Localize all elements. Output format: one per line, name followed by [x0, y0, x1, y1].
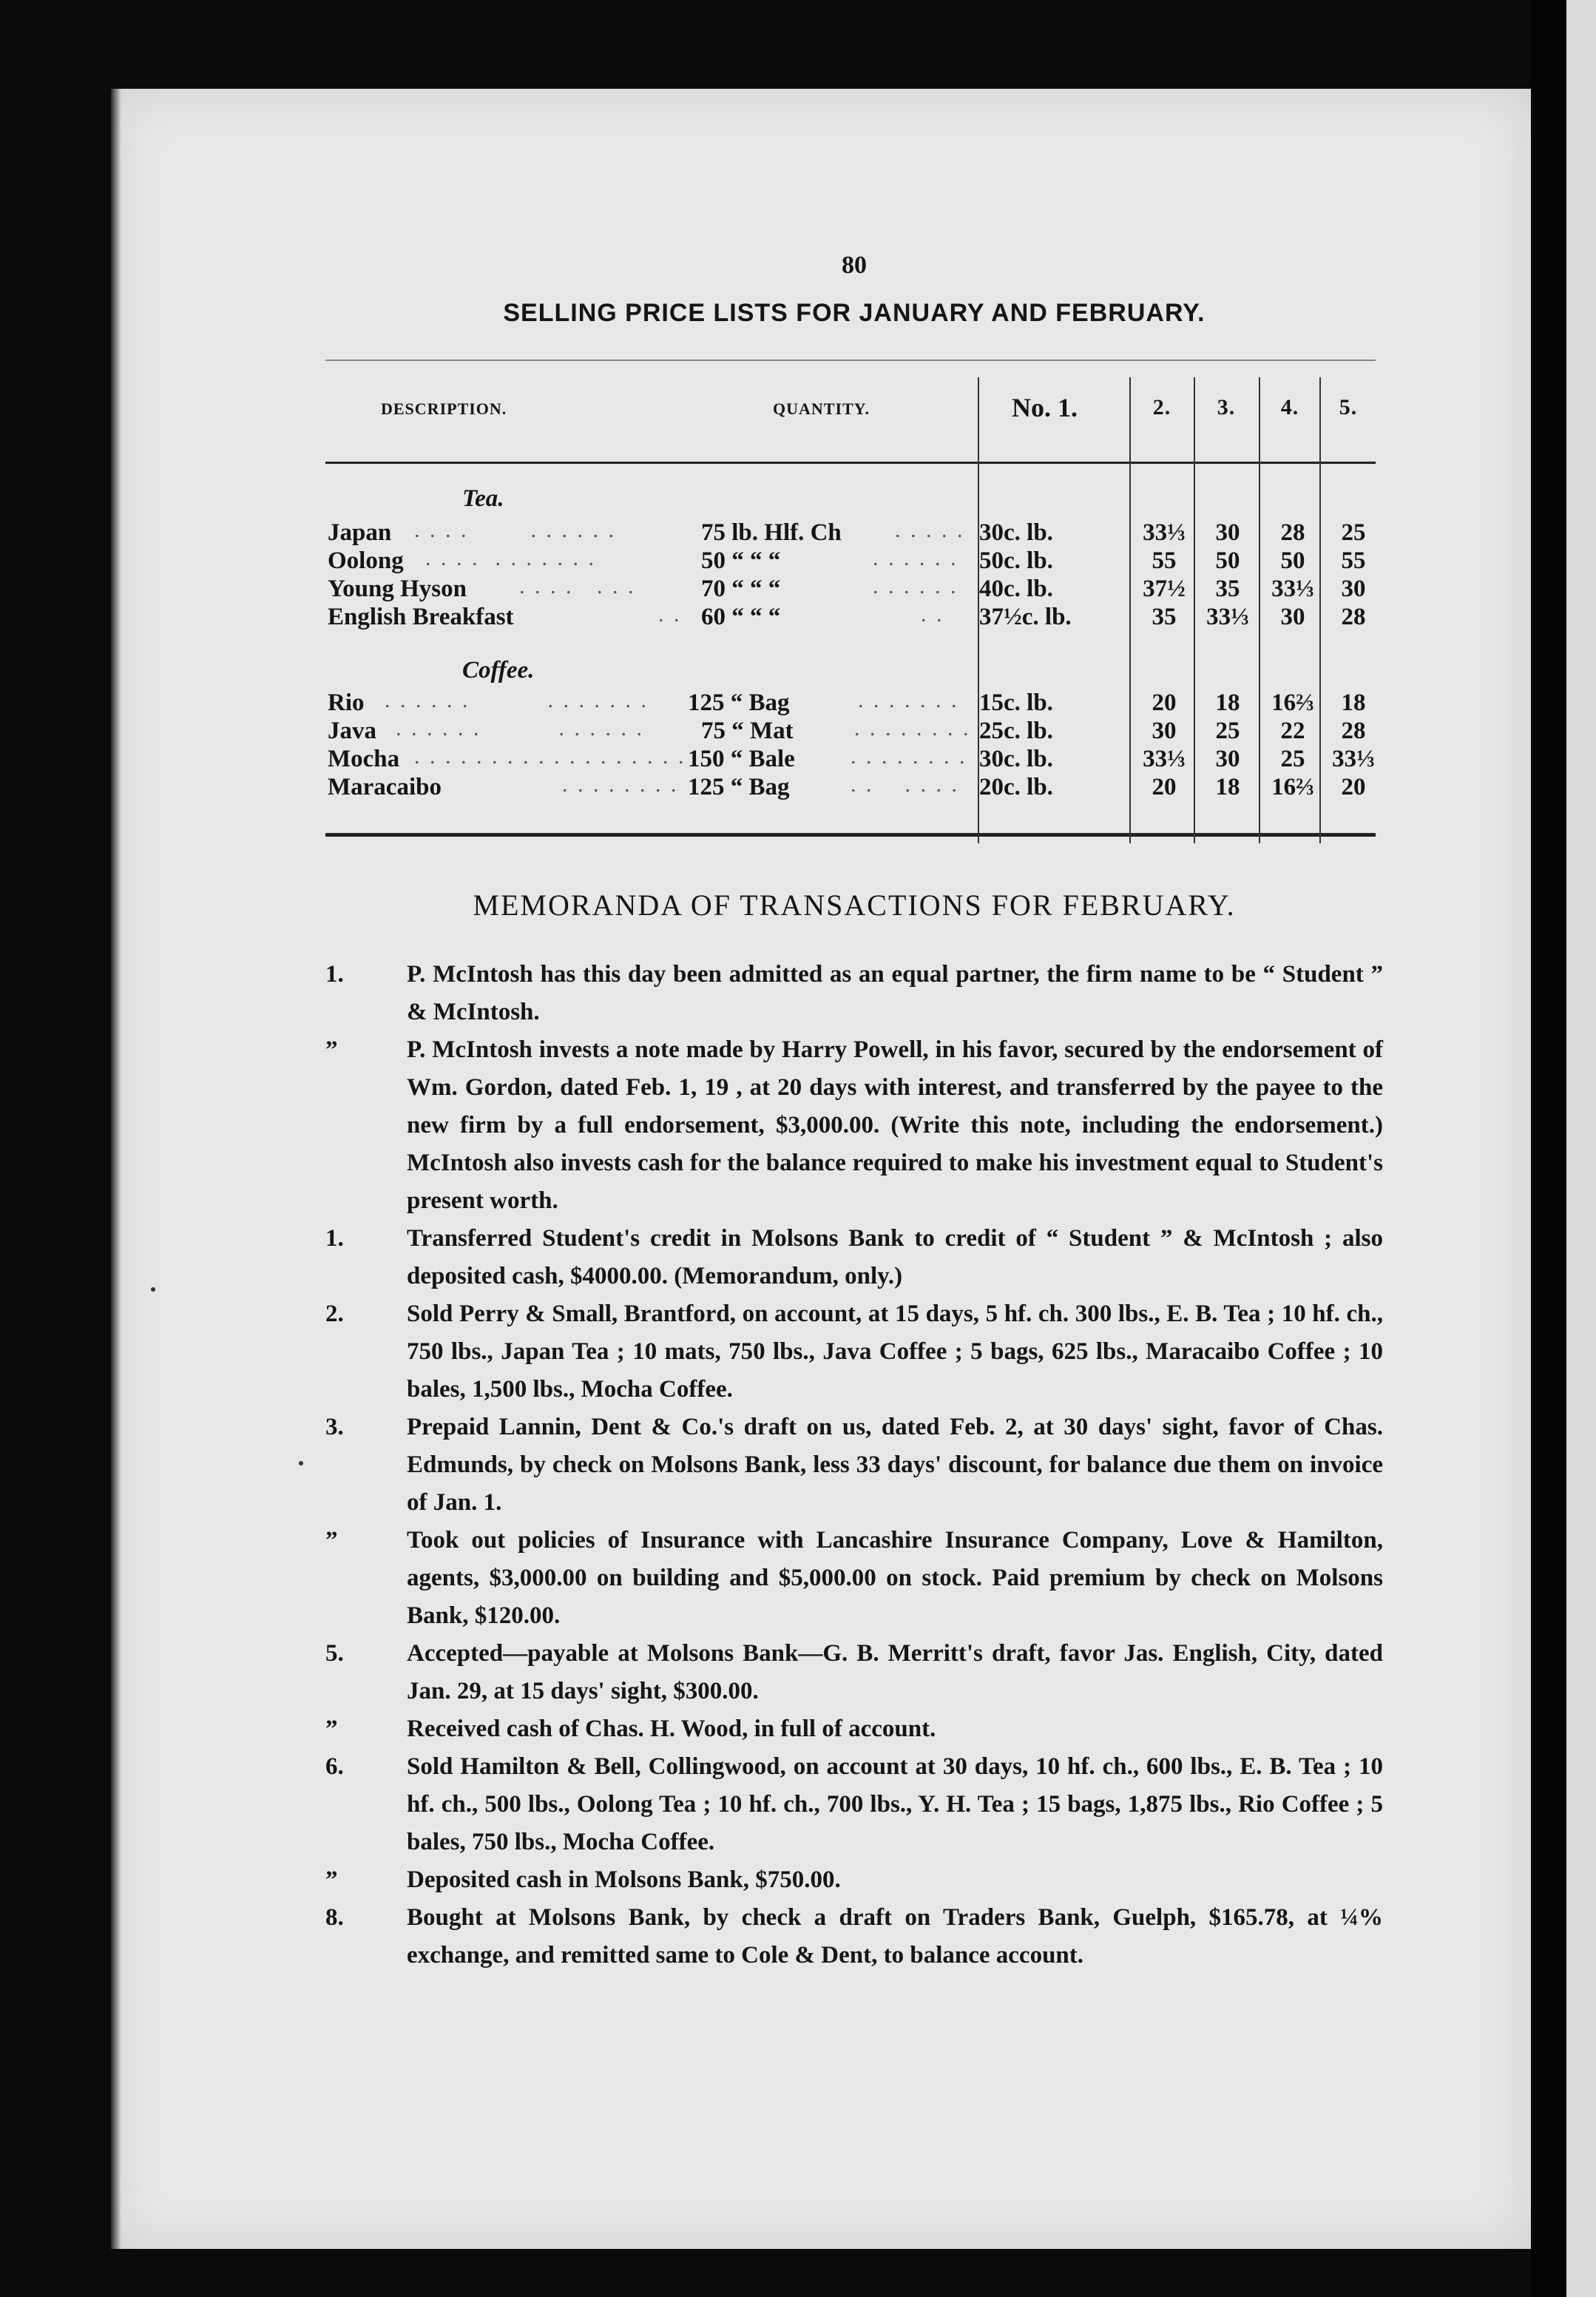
memo-text: Deposited cash in Molsons Bank, $750.00.	[407, 1866, 841, 1893]
row-quantity: 75 “ Mat	[701, 718, 794, 744]
row-description: Mocha	[328, 746, 400, 772]
row-price-2: 30	[1152, 718, 1177, 744]
row-price-2: 55	[1152, 547, 1177, 574]
row-price-2: 33⅓	[1143, 746, 1186, 772]
print-speck	[299, 1461, 303, 1465]
row-price-4: 30	[1280, 604, 1305, 630]
memo-item	[325, 1031, 1383, 1220]
row-price-2: 35	[1152, 604, 1177, 630]
row-price-5: 28	[1341, 604, 1366, 630]
header-col2: 2.	[1152, 395, 1171, 419]
memo-text: P. McIntosh invests a note made by Harry Powell, in his favor, secured by the endorsement of Wm. Gordon, dated Feb. 1, 19 , at 20 days with interest, and transferred by the payee to the new firm by a full endorsement, $3,000.00. (Write this note, including the endorsement.) McIntosh also invests cash for the balance required to make his investment equal to Student's present worth.	[407, 1036, 1383, 1214]
page-edge-shadow	[111, 89, 121, 2249]
row-quantity: 50 “ “ “	[701, 547, 781, 574]
row-price-2: 20	[1152, 689, 1177, 716]
row-description: Maracaibo	[328, 774, 442, 800]
row-price-no1: 25c. lb.	[979, 718, 1053, 744]
row-quantity: 125 “ Bag	[688, 774, 790, 800]
memo-item	[325, 1748, 1383, 1861]
row-price-4: 28	[1280, 519, 1305, 546]
row-price-4: 25	[1280, 746, 1305, 772]
column-divider	[1129, 377, 1131, 843]
memo-date: 5.	[325, 1640, 344, 1667]
row-price-2: 33⅓	[1143, 519, 1186, 546]
row-description: Japan	[328, 519, 392, 546]
section-heading-tea: Tea.	[462, 485, 504, 512]
row-price-3: 18	[1215, 689, 1240, 716]
row-price-3: 35	[1215, 576, 1240, 602]
header-col4: 4.	[1280, 395, 1299, 419]
row-price-no1: 30c. lb.	[979, 746, 1053, 772]
header-no1: No. 1.	[1012, 393, 1078, 422]
memo-item	[325, 1409, 1383, 1522]
row-price-5: 28	[1341, 718, 1366, 744]
row-price-3: 30	[1215, 746, 1240, 772]
print-speck	[151, 1287, 155, 1292]
memo-item	[325, 1295, 1383, 1409]
memo-text: Sold Hamilton & Bell, Collingwood, on account at 30 days, 10 hf. ch., 600 lbs., E. B. Tea ; 10 hf. ch., 500 lbs., Oolong Tea ; 10 hf. ch., 700 lbs., Y. H. Tea ; 15 bags, 1,875 lbs., Rio Coffee ; 5 bales, 750 lbs., Mocha Coffee.	[407, 1753, 1383, 1855]
row-price-2: 37½	[1143, 576, 1186, 602]
table-top-rule	[325, 360, 1376, 361]
memo-text: Transferred Student's credit in Molsons Bank to credit of “ Student ” & McIntosh ; also deposited cash, $4000.00. (Memorandum, only.)	[407, 1225, 1383, 1289]
row-price-3: 30	[1215, 519, 1240, 546]
row-quantity: 75 lb. Hlf. Ch	[701, 519, 842, 546]
memo-date: ”	[325, 1866, 338, 1893]
row-price-no1: 15c. lb.	[979, 689, 1053, 716]
memoranda-list	[325, 956, 1383, 1974]
row-quantity: 150 “ Bale	[688, 746, 795, 772]
memo-date: 1.	[325, 961, 344, 988]
header-col5: 5.	[1339, 395, 1358, 419]
memo-item	[325, 956, 1383, 1031]
memo-item	[325, 1635, 1383, 1710]
row-price-5: 20	[1341, 774, 1366, 800]
memo-item	[325, 1861, 1383, 1899]
row-quantity: 60 “ “ “	[701, 604, 781, 630]
row-price-4: 16⅔	[1271, 774, 1314, 800]
header-quantity: QUANTITY.	[773, 399, 870, 418]
row-price-no1: 40c. lb.	[979, 576, 1053, 602]
header-col3: 3.	[1217, 395, 1236, 419]
memo-date: ”	[325, 1527, 338, 1554]
row-description: Java	[328, 718, 376, 744]
memo-date: 8.	[325, 1904, 344, 1931]
row-price-3: 25	[1215, 718, 1240, 744]
row-description: English Breakfast	[328, 604, 514, 630]
memo-item	[325, 1710, 1383, 1748]
memo-date: ”	[325, 1036, 338, 1063]
table-header-rule	[325, 462, 1376, 464]
row-quantity: 125 “ Bag	[688, 689, 790, 716]
scan-border	[1531, 0, 1566, 2297]
memo-text: P. McIntosh has this day been admitted as an equal partner, the firm name to be “ Student ” & McIntosh.	[407, 961, 1383, 1025]
row-price-2: 20	[1152, 774, 1177, 800]
row-price-3: 50	[1215, 547, 1240, 574]
row-price-3: 18	[1215, 774, 1240, 800]
row-price-5: 55	[1341, 547, 1366, 574]
row-price-5: 18	[1341, 689, 1366, 716]
row-price-4: 22	[1280, 718, 1305, 744]
memo-item	[325, 1522, 1383, 1635]
price-list-title: SELLING PRICE LISTS FOR JANUARY AND FEBRUARY.	[503, 299, 1206, 327]
row-price-no1: 30c. lb.	[979, 519, 1053, 546]
section-heading-coffee: Coffee.	[462, 657, 535, 684]
row-price-4: 50	[1280, 547, 1305, 574]
row-description: Oolong	[328, 547, 404, 574]
row-price-4: 33⅓	[1271, 576, 1314, 602]
memoranda-title: MEMORANDA OF TRANSACTIONS FOR FEBRUARY.	[473, 888, 1236, 922]
memo-date: ”	[325, 1716, 338, 1742]
row-price-no1: 37½c. lb.	[979, 604, 1072, 630]
memo-date: 1.	[325, 1225, 344, 1252]
row-quantity: 70 “ “ “	[701, 576, 781, 602]
page-number: 80	[842, 252, 867, 279]
table-bottom-rule	[325, 833, 1376, 837]
memo-date: 2.	[325, 1301, 344, 1327]
memo-text: Accepted—payable at Molsons Bank—G. B. Merritt's draft, favor Jas. English, City, dated Jan. 29, at 15 days' sight, $300.00.	[407, 1640, 1383, 1704]
row-price-no1: 50c. lb.	[979, 547, 1053, 574]
row-price-3: 33⅓	[1206, 604, 1249, 630]
next-page-edge	[1566, 0, 1596, 2297]
memo-item	[325, 1899, 1383, 1974]
row-price-5: 33⅓	[1332, 746, 1375, 772]
memo-text: Bought at Molsons Bank, by check a draft on Traders Bank, Guelph, $165.78, at ¼% exchange, and remitted same to Cole & Dent, to balance account.	[407, 1904, 1383, 1969]
row-price-5: 30	[1341, 576, 1366, 602]
header-description: DESCRIPTION.	[381, 399, 507, 418]
row-price-4: 16⅔	[1271, 689, 1314, 716]
row-price-5: 25	[1341, 519, 1366, 546]
row-description: Rio	[328, 689, 365, 716]
memo-text: Prepaid Lannin, Dent & Co.'s draft on us, dated Feb. 2, at 30 days' sight, favor of Chas. Edmunds, by check on Molsons Bank, less 33 days' discount, for balance due them on invoice of Jan. 1.	[407, 1414, 1383, 1516]
row-price-no1: 20c. lb.	[979, 774, 1053, 800]
memo-text: Took out policies of Insurance with Lancashire Insurance Company, Love & Hamilton, agents, $3,000.00 on building and $5,000.00 on stock. Paid premium by check on Molsons Bank, $120.00.	[407, 1527, 1383, 1629]
memo-text: Sold Perry & Small, Brantford, on account, at 15 days, 5 hf. ch. 300 lbs., E. B. Tea ; 10 hf. ch., 750 lbs., Japan Tea ; 10 mats, 750 lbs., Java Coffee ; 5 bags, 625 lbs., Maracaibo Coffee ; 10 bales, 1,500 lbs., Mocha Coffee.	[407, 1301, 1383, 1403]
memo-date: 3.	[325, 1414, 344, 1440]
memo-item	[325, 1220, 1383, 1295]
row-description: Young Hyson	[328, 576, 467, 602]
memo-text: Received cash of Chas. H. Wood, in full of account.	[407, 1716, 936, 1742]
memo-date: 6.	[325, 1753, 344, 1780]
